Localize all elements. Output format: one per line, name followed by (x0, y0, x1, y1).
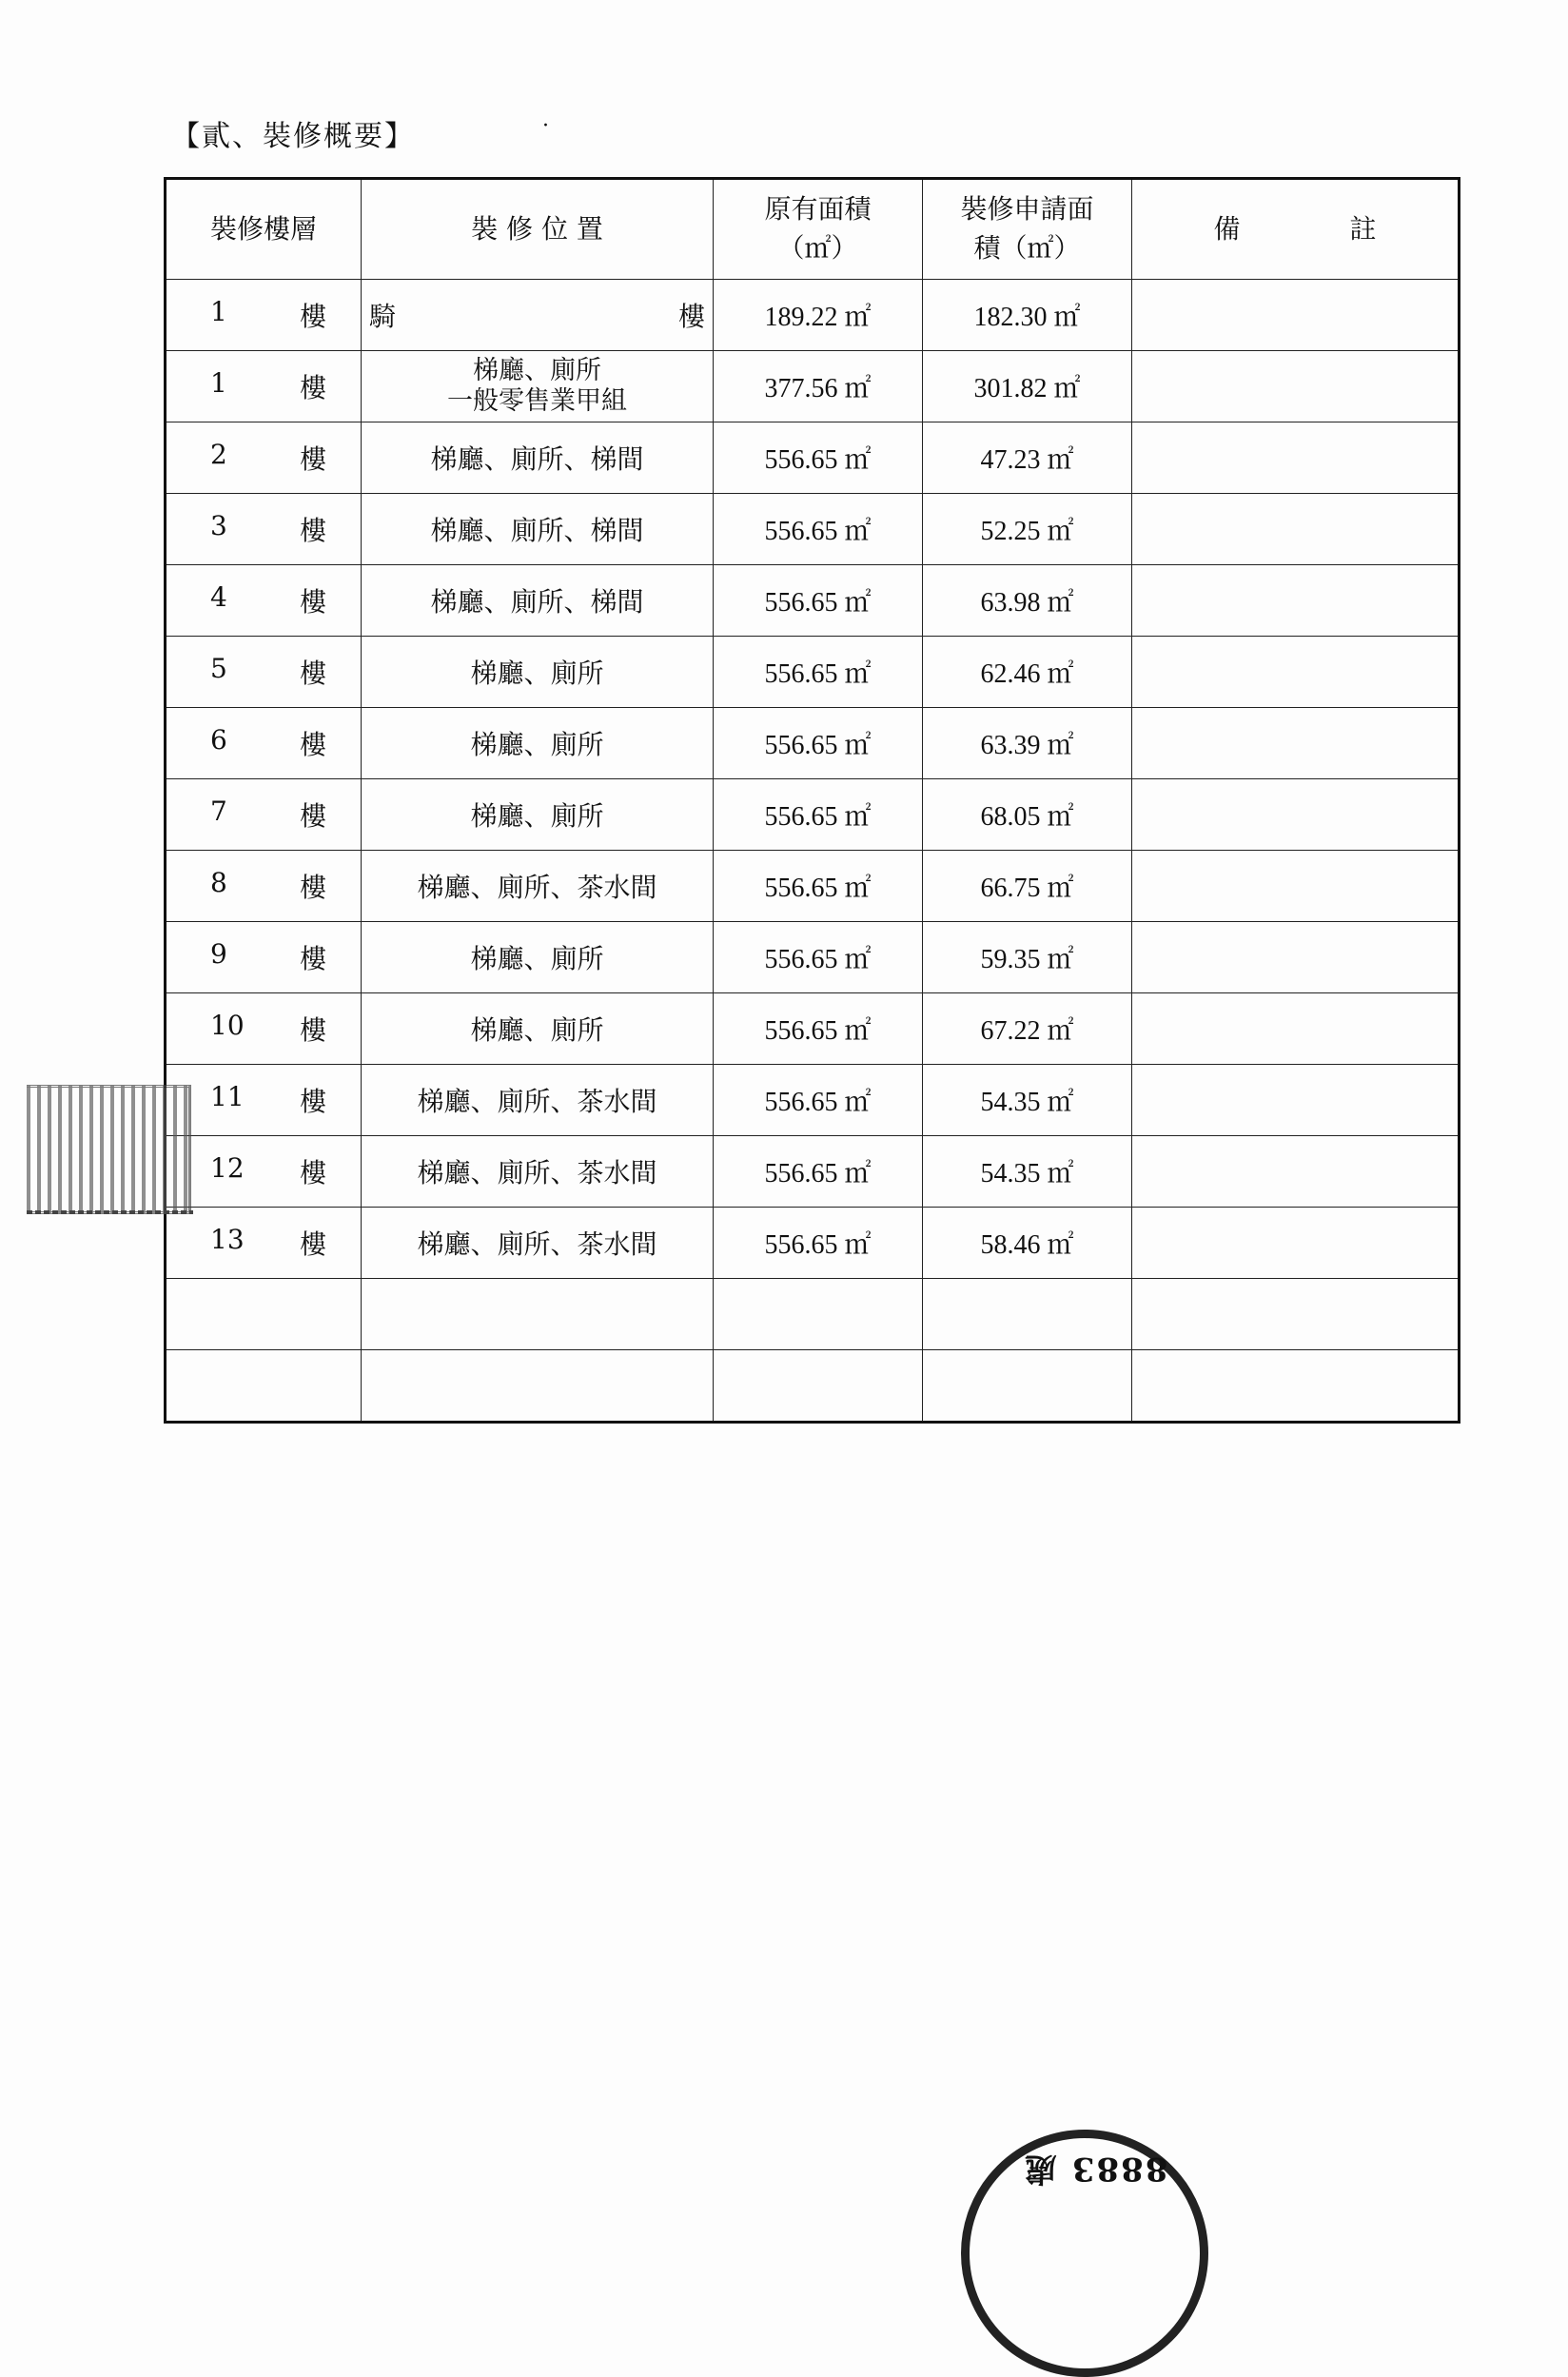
empty-cell (923, 1350, 1132, 1423)
requested-area-cell: 63.39 ㎡ (923, 708, 1132, 779)
location-right: 樓 (677, 301, 705, 332)
memo-cell (1132, 565, 1460, 637)
floor-unit: 樓 (299, 943, 326, 974)
floor-unit: 樓 (299, 800, 326, 832)
requested-area-cell: 62.46 ㎡ (923, 637, 1132, 708)
location-cell: 梯廳、廁所、茶水間 (362, 851, 714, 922)
location-left: 騎 (369, 301, 397, 332)
location-cell: 梯廳、廁所、梯間 (362, 422, 714, 494)
floor-number: 11 (210, 1081, 245, 1112)
memo-cell (1132, 779, 1460, 851)
table-row (166, 494, 1460, 565)
location-cell: 梯廳、廁所、茶水間 (362, 1208, 714, 1279)
header-requested-area-line2: 積（㎡） (973, 232, 1081, 264)
floor-number: 10 (210, 1010, 245, 1041)
original-area-cell: 556.65 ㎡ (714, 851, 923, 922)
requested-area-cell: 67.22 ㎡ (923, 993, 1132, 1065)
header-memo-a: 備 (1213, 212, 1241, 245)
floor-cell (166, 993, 362, 1065)
header-location: 裝 修 位 置 (362, 179, 714, 280)
empty-cell (714, 1350, 923, 1423)
floor-number: 9 (210, 938, 227, 970)
memo-cell (1132, 422, 1460, 494)
floor-cell (166, 851, 362, 922)
table-row (166, 637, 1460, 708)
table-row (166, 565, 1460, 637)
floor-cell (166, 351, 362, 422)
original-area-cell: 556.65 ㎡ (714, 922, 923, 993)
memo-cell (1132, 494, 1460, 565)
original-area-cell: 556.65 ㎡ (714, 637, 923, 708)
floor-cell (166, 637, 362, 708)
original-area-cell: 556.65 ㎡ (714, 1065, 923, 1136)
header-original-area (714, 179, 923, 280)
requested-area-cell: 58.46 ㎡ (923, 1208, 1132, 1279)
header-requested-area (923, 179, 1132, 280)
requested-area-cell: 54.35 ㎡ (923, 1136, 1132, 1208)
floor-number: 8 (210, 867, 227, 898)
location-cell (362, 280, 714, 351)
table-row (166, 1065, 1460, 1136)
requested-area-cell: 47.23 ㎡ (923, 422, 1132, 494)
floor-number: 4 (210, 581, 227, 613)
floor-unit: 樓 (299, 586, 326, 618)
original-area-cell: 556.65 ㎡ (714, 494, 923, 565)
floor-number: 5 (210, 653, 227, 684)
floor-unit: 樓 (299, 872, 326, 903)
floor-cell (166, 1136, 362, 1208)
header-memo (1132, 179, 1460, 280)
location-cell: 梯廳、廁所 (362, 922, 714, 993)
table-row (166, 1208, 1460, 1279)
requested-area-cell: 52.25 ㎡ (923, 494, 1132, 565)
floor-cell (166, 422, 362, 494)
floor-unit: 樓 (299, 729, 326, 760)
floor-cell (166, 280, 362, 351)
original-area-cell: 556.65 ㎡ (714, 993, 923, 1065)
floor-cell (166, 708, 362, 779)
floor-cell (166, 1065, 362, 1136)
original-area-cell: 556.65 ㎡ (714, 422, 923, 494)
floor-unit: 樓 (299, 1228, 326, 1260)
table-row (166, 351, 1460, 422)
floor-unit: 樓 (299, 1014, 326, 1046)
memo-cell (1132, 851, 1460, 922)
floor-cell (166, 565, 362, 637)
floor-unit: 樓 (299, 372, 326, 403)
table-row (166, 708, 1460, 779)
table-row (166, 779, 1460, 851)
empty-row (166, 1279, 1460, 1350)
location-cell (362, 351, 714, 422)
original-area-cell: 556.65 ㎡ (714, 708, 923, 779)
original-area-cell: 556.65 ㎡ (714, 565, 923, 637)
floor-cell (166, 922, 362, 993)
floor-unit: 樓 (299, 1086, 326, 1117)
empty-cell (362, 1350, 714, 1423)
table-header-row (166, 179, 1460, 280)
header-original-area-line2: （㎡） (777, 232, 858, 264)
memo-cell (1132, 1136, 1460, 1208)
floor-cell (166, 1208, 362, 1279)
original-area-cell: 189.22 ㎡ (714, 280, 923, 351)
floor-number: 1 (210, 367, 227, 399)
section-heading: 【貳、裝修概要】 (171, 120, 415, 153)
floor-number: 13 (210, 1224, 245, 1255)
side-seal-stamp (27, 1085, 191, 1214)
location-cell: 梯廳、廁所 (362, 993, 714, 1065)
empty-cell (1132, 1350, 1460, 1423)
location-cell: 梯廳、廁所、茶水間 (362, 1136, 714, 1208)
memo-cell (1132, 922, 1460, 993)
floor-unit: 樓 (299, 301, 326, 332)
original-area-cell: 556.65 ㎡ (714, 779, 923, 851)
floor-number: 12 (210, 1152, 245, 1184)
table-row (166, 1136, 1460, 1208)
requested-area-cell: 54.35 ㎡ (923, 1065, 1132, 1136)
floor-unit: 樓 (299, 1157, 326, 1188)
location-cell: 梯廳、廁所 (362, 708, 714, 779)
original-area-cell: 556.65 ㎡ (714, 1136, 923, 1208)
renovation-summary-table (164, 177, 1460, 1424)
header-requested-area-line1: 裝修申請面 (960, 193, 1094, 226)
floor-unit: 樓 (299, 515, 326, 546)
memo-cell (1132, 993, 1460, 1065)
original-area-cell: 377.56 ㎡ (714, 351, 923, 422)
memo-cell (1132, 1208, 1460, 1279)
memo-cell (1132, 708, 1460, 779)
floor-number: 2 (210, 439, 227, 470)
requested-area-cell: 66.75 ㎡ (923, 851, 1132, 922)
location-cell: 梯廳、廁所 (362, 779, 714, 851)
requested-area-cell: 63.98 ㎡ (923, 565, 1132, 637)
location-cell: 梯廳、廁所 (362, 637, 714, 708)
table-row (166, 422, 1460, 494)
floor-cell (166, 779, 362, 851)
floor-number: 1 (210, 296, 227, 327)
stray-mark: · (542, 114, 549, 138)
memo-cell (1132, 280, 1460, 351)
round-stamp-text: 8883 處 (1023, 2150, 1168, 2188)
floor-number: 7 (210, 796, 227, 827)
requested-area-cell: 59.35 ㎡ (923, 922, 1132, 993)
floor-cell (166, 494, 362, 565)
header-memo-b: 註 (1349, 212, 1377, 245)
requested-area-cell: 301.82 ㎡ (923, 351, 1132, 422)
table-row (166, 280, 1460, 351)
memo-cell (1132, 351, 1460, 422)
location-cell: 梯廳、廁所、梯間 (362, 494, 714, 565)
floor-unit: 樓 (299, 658, 326, 689)
requested-area-cell: 182.30 ㎡ (923, 280, 1132, 351)
original-area-cell: 556.65 ㎡ (714, 1208, 923, 1279)
floor-number: 6 (210, 724, 227, 756)
location-cell: 梯廳、廁所、梯間 (362, 565, 714, 637)
memo-cell (1132, 1065, 1460, 1136)
table-row (166, 993, 1460, 1065)
empty-cell (166, 1279, 362, 1350)
empty-cell (923, 1279, 1132, 1350)
memo-cell (1132, 637, 1460, 708)
empty-cell (166, 1350, 362, 1423)
floor-number: 3 (210, 510, 227, 541)
side-seal-border (27, 1210, 193, 1214)
location-line2: 一般零售業甲組 (447, 386, 627, 416)
empty-cell (362, 1279, 714, 1350)
header-floor: 裝修樓層 (166, 179, 362, 280)
empty-row (166, 1350, 1460, 1423)
header-original-area-line1: 原有面積 (764, 193, 872, 226)
empty-cell (1132, 1279, 1460, 1350)
floor-unit: 樓 (299, 443, 326, 475)
requested-area-cell: 68.05 ㎡ (923, 779, 1132, 851)
table-row (166, 851, 1460, 922)
table-row (166, 922, 1460, 993)
location-line1: 梯廳、廁所 (473, 355, 601, 385)
location-cell: 梯廳、廁所、茶水間 (362, 1065, 714, 1136)
empty-cell (714, 1279, 923, 1350)
